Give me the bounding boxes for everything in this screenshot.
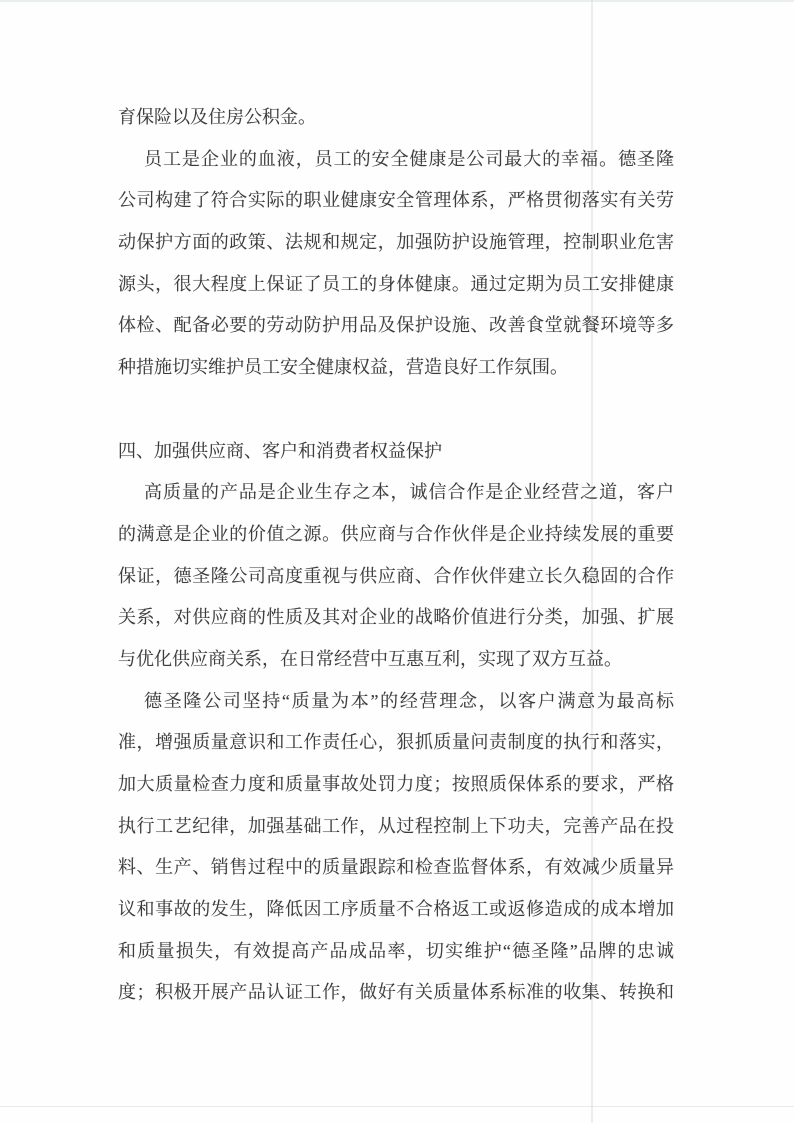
text-line: 和质量损失，有效提高产品成品率，切实维护“德圣隆”品牌的忠诚 [118, 940, 674, 961]
text-line: 加大质量检查力度和质量事故处罚力度；按照质保体系的要求，严格 [118, 774, 674, 794]
text-line: 准，增强质量意识和工作责任心，狠抓质量问责制度的执行和落实， [118, 732, 674, 753]
text-line: 执行工艺纪律，加强基础工作，从过程控制上下功夫，完善产品在投 [118, 815, 674, 836]
section-heading [118, 431, 674, 473]
text-line: 公司构建了符合实际的职业健康安全管理体系，严格贯彻落实有关劳 [118, 190, 674, 211]
paragraph [118, 97, 674, 139]
text-line: 种措施切实维护员工安全健康权益，营造良好工作氛围。 [118, 357, 568, 378]
text-line: 料、生产、销售过程中的质量跟踪和检查监督体系，有效减少质量异 [118, 857, 674, 878]
text-line: 度；积极开展产品认证工作，做好有关质量体系标准的收集、转换和 [118, 982, 674, 1003]
paragraph-spacer [118, 389, 674, 431]
paragraph [118, 472, 674, 680]
text-line: 员工是企业的血液，员工的安全健康是公司最大的幸福。德圣隆 [144, 148, 674, 169]
text-line: 与优化供应商关系，在日常经营中互惠互利，实现了双方互益。 [118, 648, 622, 669]
text-line: 动保护方面的政策、法规和规定，加强防护设施管理，控制职业危害 [118, 232, 674, 253]
scan-artifact-top-edge [0, 0, 794, 2]
text-line: 体检、配备必要的劳动防护用品及保护设施、改善食堂就餐环境等多 [118, 315, 674, 336]
scan-artifact-bottom-edge [0, 1106, 794, 1107]
heading-line: 四、加强供应商、客户和消费者权益保护 [118, 440, 442, 461]
text-line: 关系，对供应商的性质及其对企业的战略价值进行分类，加强、扩展 [118, 607, 674, 628]
text-line: 德圣隆公司坚持“质量为本”的经营理念，以客户满意为最高标 [144, 690, 674, 711]
paragraph [118, 139, 674, 389]
text-line: 源头，很大程度上保证了员工的身体健康。通过定期为员工安排健康 [118, 273, 674, 294]
text-line: 的满意是企业的价值之源。供应商与合作伙伴是企业持续发展的重要 [118, 523, 674, 544]
text-column [118, 97, 674, 1014]
text-line: 议和事故的发生，降低因工序质量不合格返工或返修造成的成本增加 [118, 899, 674, 920]
text-line: 保证，德圣隆公司高度重视与供应商、合作伙伴建立长久稳固的合作 [118, 565, 674, 586]
text-line: 高质量的产品是企业生存之本，诚信合作是企业经营之道，客户 [144, 482, 674, 503]
paragraph [118, 681, 674, 1015]
text-line: 育保险以及住房公积金。 [118, 107, 316, 127]
